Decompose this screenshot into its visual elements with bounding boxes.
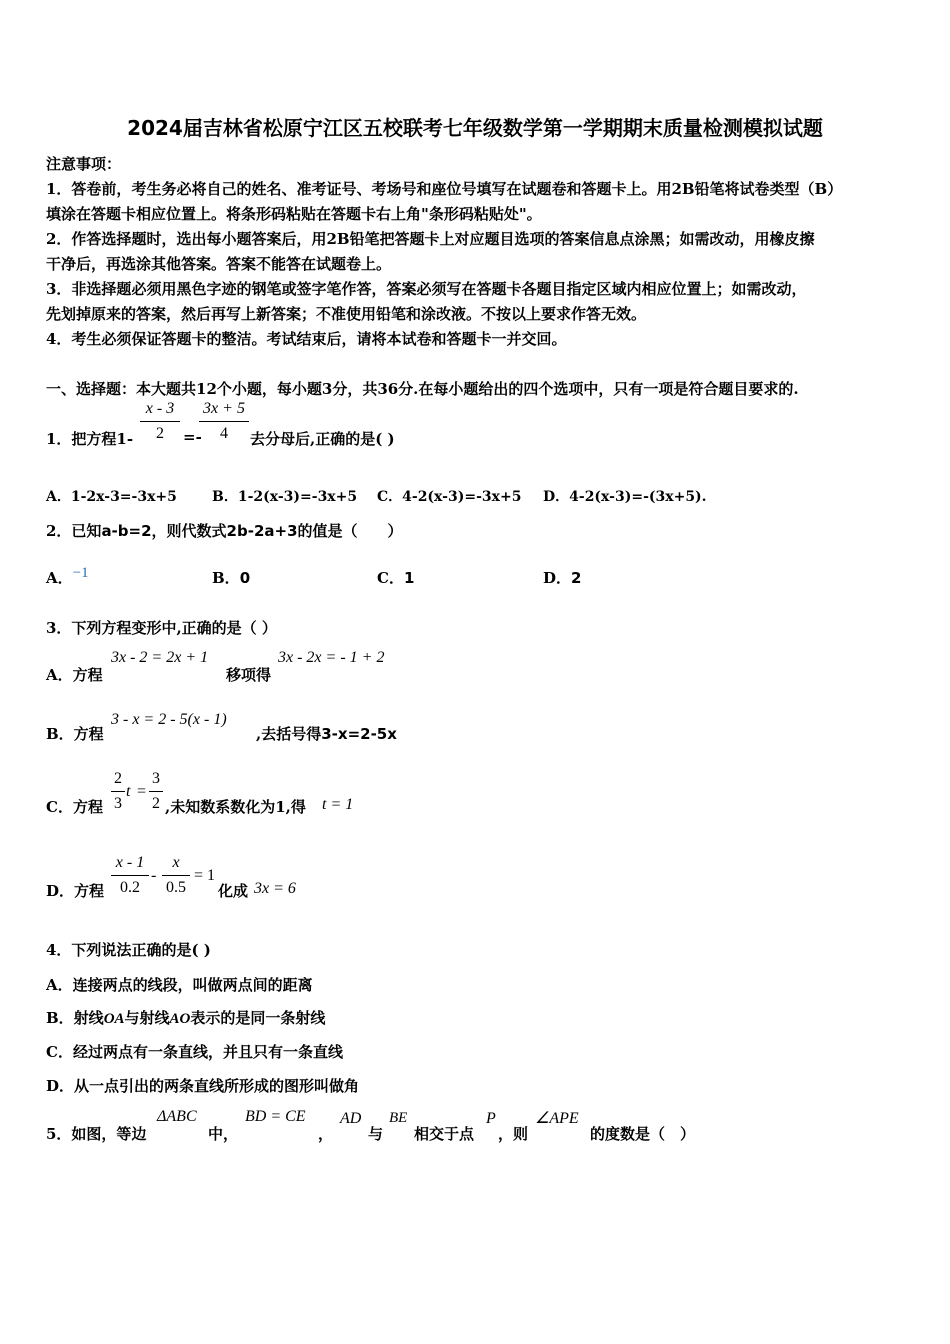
q1-fraction-1 xyxy=(140,400,180,443)
q4-option-d: D．从一点引出的两条直线所形成的图形叫做角 xyxy=(46,1077,360,1095)
q1-f2-num: 3x + 5 xyxy=(203,400,245,417)
q3-b-post xyxy=(256,723,397,744)
q5-text-5: ，则 xyxy=(498,1125,529,1143)
q1-f1-den: 2 xyxy=(156,425,164,442)
q3-c-var: t xyxy=(126,783,131,800)
q3-d-f1-den: 0.2 xyxy=(120,879,140,896)
note-2b: 干净后，再选涂其他答案。答案不能答在试题卷上。 xyxy=(46,255,392,273)
q2-condition: a-b=2 xyxy=(101,522,152,540)
q2-option-d xyxy=(543,567,581,588)
q3-b-equation: 3 - x = 2 - 5(x - 1) xyxy=(111,711,227,728)
q2-stem-post: 的值是（ ） xyxy=(297,522,403,540)
q3-a-equation: 3x - 2 = 2x + 1 xyxy=(111,649,209,666)
q4-option-b xyxy=(46,1007,325,1028)
q4-stem: 4．下列说法正确的是( ) xyxy=(46,941,211,959)
q1-mid: =- xyxy=(183,428,202,446)
q2-option-c xyxy=(377,567,414,588)
q2-option-b xyxy=(212,567,250,588)
q3-c-fraction-1 xyxy=(111,770,125,813)
q3-c-f2-den: 2 xyxy=(152,795,160,812)
q3-c-equals: = xyxy=(137,783,147,800)
q5-point-p: P xyxy=(486,1110,496,1127)
note-3b: 先划掉原来的答案，然后再写上新答案；不准使用铅笔和涂改液。不按以上要求作答无效。 xyxy=(46,305,647,323)
q3-c-fraction-2 xyxy=(149,770,163,813)
q5-equality: BD = CE xyxy=(245,1108,306,1125)
q2-stem xyxy=(46,520,403,541)
q3-c-label: C．方程 xyxy=(46,798,103,816)
q5-pre: 5．如图，等边 xyxy=(46,1125,147,1143)
q1-f1-num: x - 3 xyxy=(145,400,175,417)
q4-b-ao: AO xyxy=(169,1011,191,1027)
q2-b-value: 0 xyxy=(239,569,251,587)
q5-ad: AD xyxy=(340,1110,362,1127)
q4-b-post: 表示的是同一条射线 xyxy=(190,1009,326,1027)
q3-d-post: 化成 xyxy=(218,882,249,900)
q1-option-a: A．1-2x-3=-3x+5 xyxy=(46,489,177,505)
q3-c-f1-num: 2 xyxy=(114,770,122,787)
notes-heading: 注意事项： xyxy=(46,155,122,173)
q3-b-label: B．方程 xyxy=(46,725,104,743)
q2-option-a xyxy=(46,567,89,588)
q5-angle: ∠APE xyxy=(535,1110,579,1127)
q3-d-fraction-2 xyxy=(162,854,190,897)
q3-b-post-text: ,去括号得 xyxy=(256,725,322,743)
q1-prefix: 1．把方程1- xyxy=(46,430,134,448)
q3-b-result: 3-x=2-5x xyxy=(321,725,397,743)
q3-d-equals: = 1 xyxy=(194,867,216,884)
q5-text-3: 与 xyxy=(368,1125,384,1143)
q2-d-label: D． xyxy=(543,569,572,587)
q5-text-6: 的度数是（ ） xyxy=(590,1125,696,1143)
q4-option-a: A．连接两点的线段，叫做两点间的距离 xyxy=(46,976,313,994)
q4-option-c: C．经过两点有一条直线，并且只有一条直线 xyxy=(46,1043,343,1061)
q3-a-result: 3x - 2x = - 1 + 2 xyxy=(278,649,385,666)
q1-option-c: C．4-2(x-3)=-3x+5 xyxy=(377,489,522,505)
note-2a: 2．作答选择题时，选出每小题答案后，用2B铅笔把答题卡上对应题目选项的答案信息点涂黑；如需改动，用橡皮擦 xyxy=(46,230,815,248)
q3-c-f2-num: 3 xyxy=(152,770,160,787)
q1-suffix: 去分母后,正确的是( ) xyxy=(250,430,395,448)
note-4: 4．考生必须保证答题卡的整洁。考试结束后，请将本试卷和答题卡一并交回。 xyxy=(46,330,567,348)
q3-c-result: t = 1 xyxy=(322,796,354,813)
q5-text-4: 相交于点 xyxy=(414,1125,475,1143)
note-3a: 3．非选择题必须用黑色字迹的钢笔或签字笔作答，答案必须写在答题卡各题目指定区域内相应位置上；如需改动， xyxy=(46,280,807,298)
q3-a-label: A．方程 xyxy=(46,666,103,684)
q5-triangle: ΔABC xyxy=(157,1108,197,1125)
q4-b-oa: OA xyxy=(103,1011,125,1027)
q2-a-label: A． xyxy=(46,569,73,587)
q2-c-value: 1 xyxy=(403,569,415,587)
q2-expression: 2b-2a+3 xyxy=(226,522,298,540)
q1-f2-den: 4 xyxy=(220,425,228,442)
q2-c-label: C． xyxy=(377,569,404,587)
note-1b: 填涂在答题卡相应位置上。将条形码粘贴在答题卡右上角"条形码粘贴处"。 xyxy=(46,205,542,223)
note-1a: 1．答卷前，考生务必将自己的姓名、准考证号、考场号和座位号填写在试题卷和答题卡上。用2B铅笔将试卷类型（B） xyxy=(46,180,843,198)
q1-option-b: B．1-2(x-3)=-3x+5 xyxy=(212,489,358,505)
q3-a-mid: 移项得 xyxy=(226,666,272,684)
page-title: 2024届吉林省松原宁江区五校联考七年级数学第一学期期末质量检测模拟试题 xyxy=(127,116,823,140)
q3-d-result: 3x = 6 xyxy=(254,880,296,897)
q2-d-value: 2 xyxy=(571,569,582,587)
q3-d-fraction-1 xyxy=(111,854,149,897)
q3-stem: 3．下列方程变形中,正确的是（ ） xyxy=(46,619,277,637)
q3-d-f2-num: x xyxy=(172,854,180,871)
q2-stem-mid: ，则代数式 xyxy=(151,522,227,540)
q1-option-d: D．4-2(x-3)=-(3x+5). xyxy=(543,489,707,505)
q3-d-label: D．方程 xyxy=(46,882,105,900)
q3-d-f2-den: 0.5 xyxy=(166,879,186,896)
section-heading: 一、选择题：本大题共12个小题，每小题3分，共36分.在每小题给出的四个选项中，只有一项是符合题目要求的. xyxy=(46,380,799,398)
q5-text-1: 中， xyxy=(208,1125,239,1143)
q2-a-value: −1 xyxy=(72,565,89,581)
q1-fraction-2 xyxy=(199,400,249,443)
q4-b-pre: B．射线 xyxy=(46,1009,104,1027)
q4-b-mid: 与射线 xyxy=(124,1009,170,1027)
q3-d-minus: - xyxy=(151,867,157,884)
q5-be: BE xyxy=(389,1110,408,1126)
q3-d-f1-num: x - 1 xyxy=(115,854,145,871)
q2-b-label: B． xyxy=(212,569,240,587)
q3-c-f1-den: 3 xyxy=(114,795,122,812)
q5-text-2: ， xyxy=(318,1125,334,1143)
q2-stem-pre: 2．已知 xyxy=(46,522,102,540)
q3-c-post: ,未知数系数化为1,得 xyxy=(165,798,306,816)
